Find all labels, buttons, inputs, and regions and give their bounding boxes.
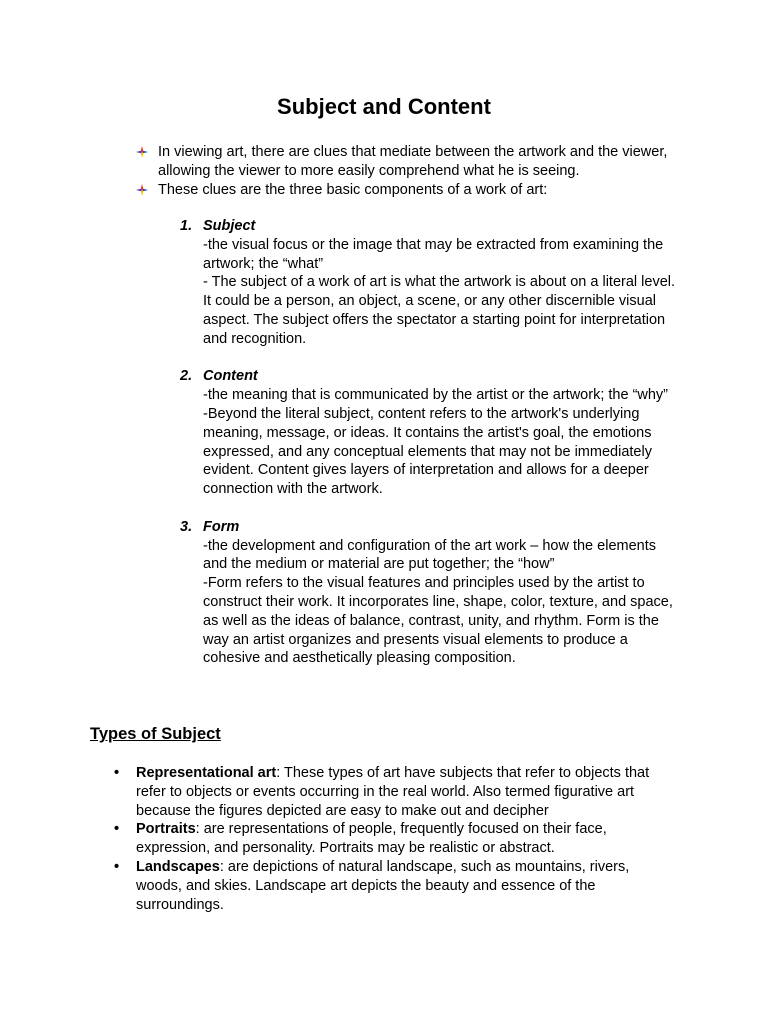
component-definition: -the development and configuration of the art work – how the elements and the medium or material are put together; the “how”	[203, 537, 656, 573]
types-list-item	[112, 858, 672, 914]
component-item-content	[180, 367, 680, 499]
component-item-subject	[180, 217, 680, 349]
four-color-star-bullet-icon	[136, 184, 148, 196]
bullet-dot-icon: •	[114, 821, 120, 838]
component-number: 1.	[180, 218, 193, 234]
component-heading: Form	[203, 518, 240, 535]
component-description: - The subject of a work of art is what the artwork is about on a literal level. It could be a person, an object, a scene, or any other discernible visual aspect. The subject offers the spectator a starting point for interpretation and recognition.	[203, 274, 676, 347]
types-list-item	[112, 820, 672, 858]
component-number: 2.	[180, 368, 193, 385]
four-color-star-bullet-icon	[136, 146, 148, 158]
bullet-dot-icon: •	[114, 765, 120, 781]
page-title: Subject and Content	[277, 94, 491, 119]
component-heading: Subject	[203, 218, 256, 234]
intro-bullet-item	[136, 181, 676, 200]
type-term: Representational art	[136, 765, 277, 781]
type-description: : These types of art have subjects that refer to objects that refer to objects or events occurring in the real world. Also termed figurative art because the figures depicted are easy to make out and decipher	[136, 765, 650, 819]
type-description: : are depictions of natural landscape, such as mountains, rivers, woods, and skies. Landscape art depicts the beauty and essence of the surroundings.	[136, 858, 630, 913]
type-description: : are representations of people, frequently focused on their face, expression, and personality. Portraits may be realistic or abstract.	[136, 821, 607, 857]
intro-bullet-text: These clues are the three basic components of a work of art:	[158, 181, 548, 198]
intro-bullet-list	[136, 143, 676, 199]
types-of-subject-heading: Types of Subject	[90, 725, 221, 743]
type-term: Landscapes	[136, 858, 220, 875]
component-description: -Beyond the literal subject, content refers to the artwork's underlying meaning, message, or ideas. It contains the artist's goal, the emotions expressed, and any conceptual elements that may not be immediately evident. Content gives layers of interpretation and allows for a deeper connection with the artwork.	[203, 405, 652, 498]
types-of-subject-list	[112, 764, 672, 914]
types-list-item	[112, 764, 672, 820]
component-number: 3.	[180, 518, 193, 535]
component-heading: Content	[203, 368, 258, 385]
intro-bullet-text: In viewing art, there are clues that mediate between the artwork and the viewer, allowing the viewer to more easily comprehend what he is seeing.	[158, 144, 668, 179]
components-list	[180, 217, 680, 687]
component-description: -Form refers to the visual features and principles used by the artist to construct their work. It incorporates line, shape, color, texture, and space, as well as the ideas of balance, contrast, unity, and rhythm. Form is the way an artist organizes and presents visual elements to produce a cohesive and aesthetically pleasing composition.	[203, 575, 673, 667]
bullet-dot-icon: •	[114, 858, 120, 875]
component-item-form	[180, 518, 680, 668]
intro-bullet-item	[136, 143, 676, 181]
type-term: Portraits	[136, 821, 196, 838]
component-definition: -the meaning that is communicated by the artist or the artwork; the “why”	[203, 387, 669, 404]
component-definition: -the visual focus or the image that may be extracted from examining the artwork; the “what”	[203, 236, 664, 272]
